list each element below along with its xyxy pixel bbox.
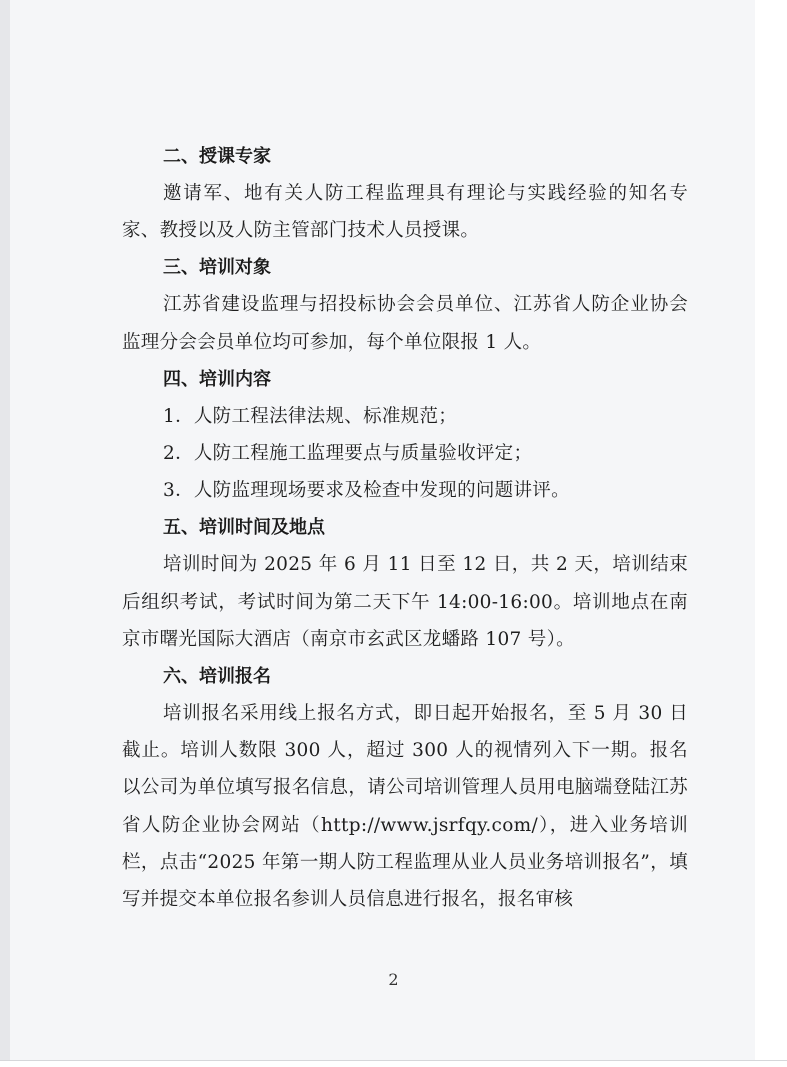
list-item: 1．人防工程法律法规、标准规范； [163, 405, 458, 427]
section-paragraph: 江苏省建设监理与招投标协会会员单位、江苏省人防企业协会监理分会会员单位均可参加，每个单位限报 1 人。 [122, 294, 688, 353]
section-paragraph: 培训时间为 2025 年 6 月 11 日至 12 日，共 2 天，培训结束后组织考试，考试时间为第二天下午 14:00-16:00。培训地点在南京市曙光国际大酒店（南京市玄武区龙蟠路 107 号）。 [122, 554, 688, 650]
list-item: 3．人防监理现场要求及检查中发现的问题讲评。 [163, 480, 570, 502]
section-paragraph: 培训报名采用线上报名方式，即日起开始报名，至 5 月 30 日截止。培训人数限 300 人，超过 300 人的视情列入下一期。报名以公司为单位填写报名信息，请公司培训管理人员用电脑端登陆江苏省人防企业协会网站（http://www.jsrfqy.com/），进入业务培训栏，点击“2025 年第一期人防工程监理从业人员业务培训报名”，填写并提交本单位报名参训人员信息进行报名，报名审核 [122, 703, 688, 911]
section-heading-audience: 三、培训对象 [163, 257, 271, 279]
page-margin-bottom [0, 1060, 787, 1067]
section-heading-content: 四、培训内容 [163, 368, 271, 390]
list-item: 2．人防工程施工监理要点与质量验收评定； [163, 443, 533, 465]
section-heading-experts: 二、授课专家 [163, 146, 271, 167]
page-margin-right [755, 0, 787, 1067]
document-body [122, 138, 688, 918]
section-heading-registration: 六、培训报名 [163, 666, 271, 688]
section-heading-time-location: 五、培训时间及地点 [163, 517, 325, 539]
page-number: 2 [388, 970, 399, 989]
section-paragraph: 邀请军、地有关人防工程监理具有理论与实践经验的知名专家、教授以及人防主管部门技术人员授课。 [122, 183, 688, 242]
